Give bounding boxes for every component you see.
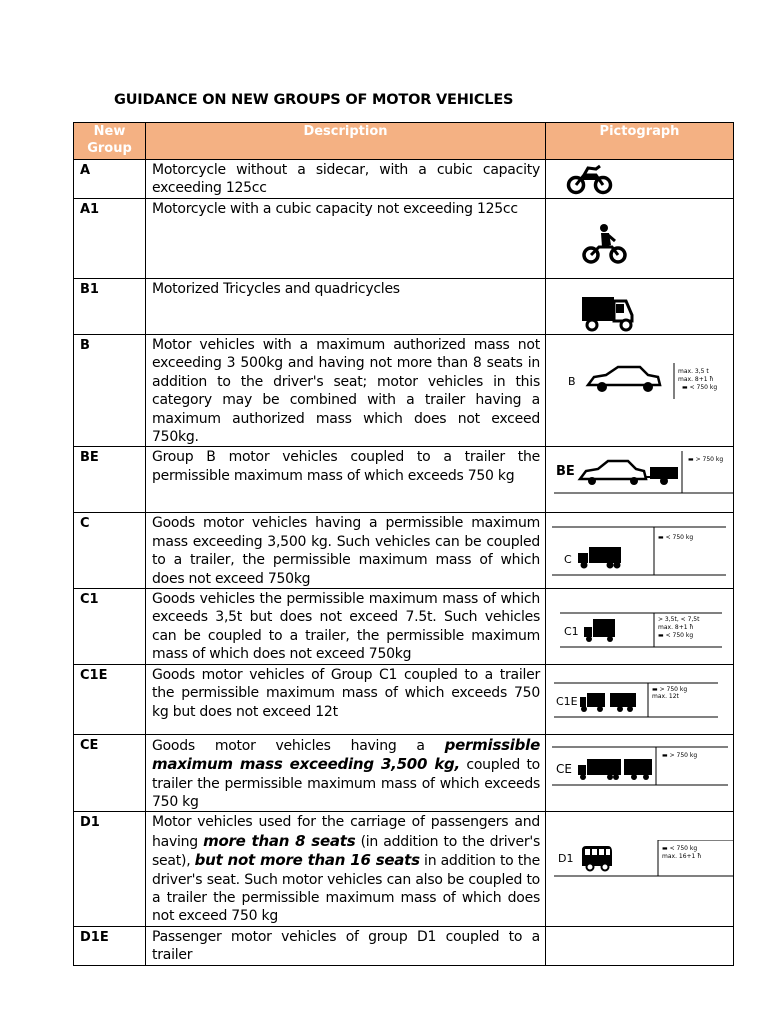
pictograph-label: C	[564, 553, 572, 567]
pictograph-note: ▬ < 750 kg	[662, 845, 698, 853]
description-text: (in addition to the driver's seat),	[152, 833, 540, 870]
table-row	[74, 447, 734, 513]
pictograph-note: ▬ < 750 kg	[658, 632, 694, 640]
group-description: Passenger motor vehicles of group D1 coupled to a trailer	[146, 926, 546, 965]
pictograph-label: C1E	[556, 694, 578, 708]
pictograph-cell	[546, 279, 734, 335]
truck-with-trailer-icon	[552, 743, 728, 789]
motorcycle-with-rider-icon	[582, 223, 628, 267]
table-row	[74, 812, 734, 926]
group-code: C1	[74, 589, 146, 665]
description-text: in addition to the driver's seat. Such motor vehicles can also be coupled to a trailer the permissible maximum mass of which does not exceed 750 kg	[152, 853, 540, 925]
pictograph-note: > 3,5t, < 7,5t	[658, 616, 700, 624]
group-description: Motor vehicles with a maximum authorized mass not exceeding 3 500kg and having not more than 8 seats in addition to the driver's seat; motor vehicles in this category may be combined with a trailer having a maximum authorized mass which does not exceed 750kg.	[146, 335, 546, 447]
pictograph-note: max. 8+1 ħ	[678, 376, 714, 383]
table-row	[74, 664, 734, 734]
table-row	[74, 926, 734, 965]
pictograph-note: max. 16+1 ħ	[662, 853, 702, 861]
group-description	[146, 812, 546, 926]
group-description: Goods vehicles the permissible maximum mass of which exceeds 3,5t but does not exceed 7.5t. Such vehicles can be coupled to a trailer, the permissible maximum mass of which does not exceed 750kg	[146, 589, 546, 665]
pictograph-label: B	[568, 375, 576, 388]
pictograph-note: ▬ > 750 kg	[688, 456, 724, 464]
pictograph-note: ▬ > 750 kg	[652, 685, 688, 693]
pictograph-label: CE	[556, 761, 572, 776]
group-code: C	[74, 513, 146, 589]
table-row	[74, 589, 734, 665]
car-icon	[564, 363, 724, 399]
pictograph-cell	[546, 335, 734, 447]
pictograph-cell	[546, 589, 734, 665]
group-description: Goods motor vehicles having a permissible maximum mass exceeding 3,500 kg. Such vehicles can be coupled to a trailer, the permissible maximum mass of which does not exceed 750kg	[146, 513, 546, 589]
pictograph-label: BE	[556, 464, 575, 480]
description-emphasis: more than 8 seats	[203, 831, 356, 850]
pictograph-cell	[546, 199, 734, 279]
pictograph-cell	[546, 664, 734, 734]
group-code: B1	[74, 279, 146, 335]
description-text: Motor vehicles used for the carriage of passengers and having	[152, 814, 540, 850]
vehicle-groups-table	[73, 122, 734, 966]
table-header-row	[74, 123, 734, 160]
pictograph-cell	[546, 513, 734, 589]
pictograph-note: ▬ < 750 kg	[658, 534, 694, 542]
pictograph-cell	[546, 734, 734, 812]
pictograph-note: max. 3,5 t	[678, 368, 709, 375]
small-truck-with-trailer-icon	[554, 679, 718, 723]
minibus-icon	[554, 840, 734, 884]
group-code: D1	[74, 812, 146, 926]
group-code: BE	[74, 447, 146, 513]
description-emphasis: but not more than 16 seats	[194, 851, 420, 870]
header-pictograph: Pictograph	[546, 123, 734, 160]
table-row	[74, 160, 734, 199]
group-code: CE	[74, 734, 146, 812]
header-new-group: New Group	[74, 123, 146, 160]
pictograph-cell	[546, 812, 734, 926]
group-description	[146, 734, 546, 812]
table-row	[74, 335, 734, 447]
group-code: C1E	[74, 664, 146, 734]
group-description: Goods motor vehicles of Group C1 coupled to a trailer the permissible maximum mass of which exceeds 750 kg but does not exceed 12t	[146, 664, 546, 734]
car-with-trailer-icon	[554, 451, 734, 495]
description-text: coupled to trailer the permissible maximum mass of which exceeds 750 kg	[152, 757, 540, 810]
group-description: Motorized Tricycles and quadricycles	[146, 279, 546, 335]
pictograph-note: max. 12t	[652, 692, 679, 700]
truck-icon	[552, 523, 726, 581]
table-row	[74, 279, 734, 335]
group-code: B	[74, 335, 146, 447]
group-code: A	[74, 160, 146, 199]
group-code: A1	[74, 199, 146, 279]
page-title: GUIDANCE ON NEW GROUPS OF MOTOR VEHICLES	[114, 92, 514, 108]
table-row	[74, 734, 734, 812]
pictograph-label: C1	[564, 625, 579, 639]
pictograph-note: max. 8+1 ħ	[658, 624, 694, 632]
group-description: Motorcycle without a sidecar, with a cubic capacity exceeding 125cc	[146, 160, 546, 199]
pictograph-note: ▬ > 750 kg	[662, 751, 698, 759]
pictograph-cell	[546, 926, 734, 965]
pictograph-note: ▬ < 750 kg	[682, 384, 718, 391]
header-description: Description	[146, 123, 546, 160]
pictograph-cell	[546, 160, 734, 199]
small-truck-icon	[560, 599, 722, 651]
tricycle-icon	[580, 293, 636, 333]
pictograph-cell	[546, 447, 734, 513]
description-text: Goods motor vehicles having a	[152, 737, 445, 754]
group-code: D1E	[74, 926, 146, 965]
description-emphasis: permissible maximum mass exceeding 3,500 kg,	[152, 735, 540, 774]
group-description: Group B motor vehicles coupled to a trailer the permissible maximum mass of which exceeds 750 kg	[146, 447, 546, 513]
table-row	[74, 513, 734, 589]
table-row	[74, 199, 734, 279]
group-description: Motorcycle with a cubic capacity not exceeding 125cc	[146, 199, 546, 279]
motorcycle-icon	[566, 163, 614, 195]
pictograph-label: D1	[558, 852, 574, 866]
